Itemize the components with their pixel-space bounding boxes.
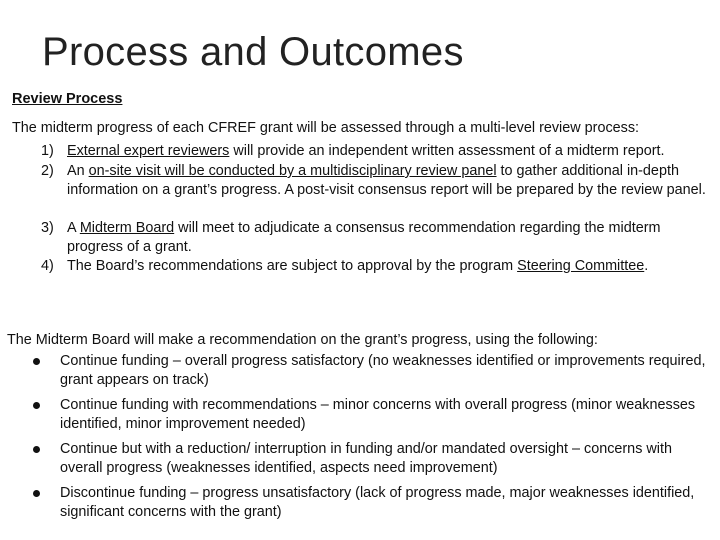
step-number: 2) <box>41 163 54 179</box>
bullet-icon <box>33 446 40 453</box>
recommendation-bullets <box>0 352 712 522</box>
step-number: 4) <box>41 258 54 274</box>
bullet-text: Continue but with a reduction/ interruption in funding and/or mandated oversight – concerns with overall progress (weaknesses identified, aspects need improvement) <box>60 441 672 476</box>
list-item <box>12 219 712 257</box>
review-steps-list <box>12 142 712 276</box>
list-item <box>12 257 712 276</box>
step-underlined-term: Midterm Board <box>79 220 175 236</box>
list-item <box>12 162 712 219</box>
bullet-text: Discontinue funding – progress unsatisfactory (lack of progress made, major weaknesses identified, significant concerns with the grant) <box>60 485 695 520</box>
bullet-icon <box>33 358 40 365</box>
step-text: will provide an independent written assessment of a midterm report. <box>229 143 665 159</box>
review-intro: The midterm progress of each CFREF grant will be assessed through a multi-level review process: <box>12 120 640 136</box>
step-underlined-term: External expert reviewers <box>67 143 230 159</box>
step-text: will meet to adjudicate a consensus recommendation regarding the midterm progress of a grant. <box>67 220 661 255</box>
step-prefix: An <box>67 163 89 179</box>
step-text: to gather additional in-depth information on a grant’s progress. A post-visit consensus report will be prepared by the review panel. <box>67 163 706 198</box>
step-prefix: A <box>67 220 80 236</box>
list-item <box>0 352 712 396</box>
step-number: 3) <box>41 220 54 236</box>
step-underlined-term: on-site visit will be conducted by a multidisciplinary review panel <box>88 163 497 179</box>
bullet-icon <box>33 490 40 497</box>
step-number: 1) <box>41 143 54 159</box>
review-process-heading: Review Process <box>12 91 123 107</box>
list-item <box>0 440 712 484</box>
list-item <box>0 484 712 522</box>
bullet-icon <box>33 402 40 409</box>
bullet-text: Continue funding – overall progress satisfactory (no weaknesses identified or improvements required, grant appears on track) <box>60 353 706 388</box>
board-intro: The Midterm Board will make a recommendation on the grant’s progress, using the following: <box>7 332 598 348</box>
step-underlined-term: Steering Committee <box>517 258 645 274</box>
list-item <box>12 142 712 162</box>
slide-title: Process and Outcomes <box>42 30 464 74</box>
step-text: . <box>644 258 649 274</box>
list-item <box>0 396 712 440</box>
bullet-text: Continue funding with recommendations – minor concerns with overall progress (minor weaknesses identified, minor improvement needed) <box>60 397 696 432</box>
step-prefix: The Board’s recommendations are subject to approval by the program <box>67 258 518 274</box>
